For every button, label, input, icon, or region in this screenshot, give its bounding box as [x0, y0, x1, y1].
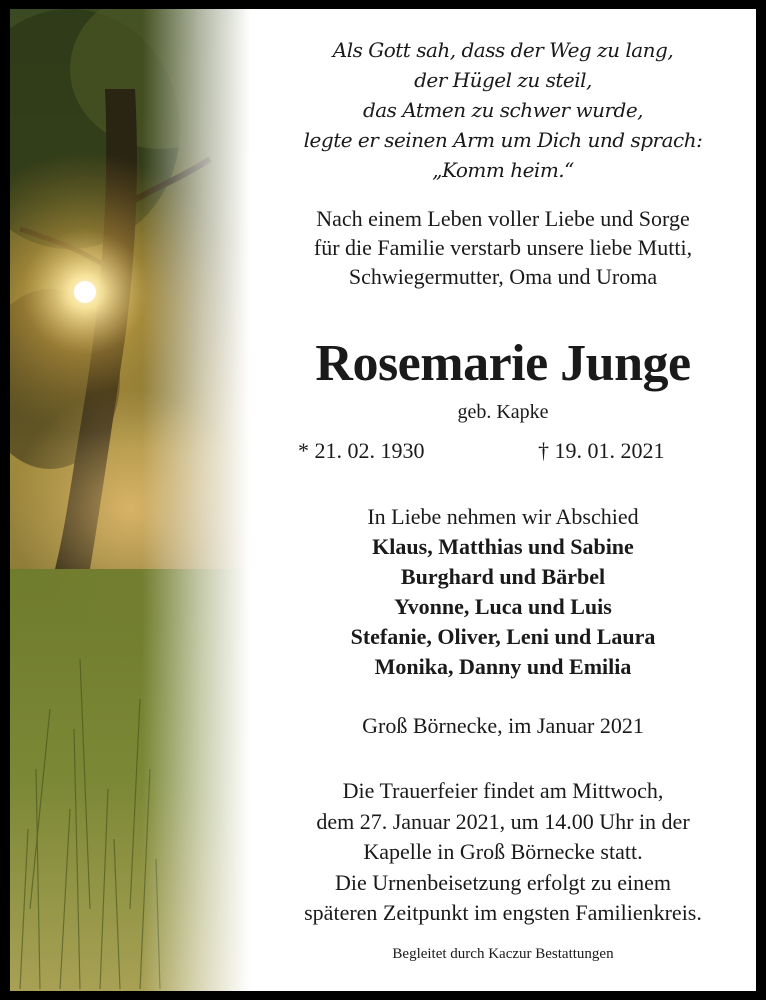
- poem-line: das Atmen zu schwer wurde,: [362, 98, 644, 122]
- deceased-name: Rosemarie Junge: [315, 335, 691, 392]
- intro-line: Schwiegermutter, Oma und Uroma: [348, 264, 658, 289]
- intro-text: [250, 204, 756, 291]
- poem-line: Als Gott sah, dass der Weg zu lang,: [332, 38, 674, 62]
- mourner-line: Stefanie, Oliver, Leni und Laura: [350, 624, 656, 649]
- undertaker-credit: Begleitet durch Kaczur Bestattungen: [392, 946, 614, 962]
- ceremony-line: späteren Zeitpunkt im engsten Familienkreis.: [304, 900, 702, 925]
- poem-line: legte er seinen Arm um Dich und sprach:: [303, 128, 703, 152]
- obituary-notice: [10, 9, 756, 991]
- poem-line: der Hügel zu steil,: [414, 68, 592, 92]
- maiden-name: geb. Kapke: [457, 401, 549, 423]
- mourner-line: Yvonne, Luca und Luis: [394, 594, 612, 619]
- poem: [250, 35, 756, 185]
- birth-date: * 21. 02. 1930: [298, 438, 425, 463]
- mourner-line: Monika, Danny und Emilia: [374, 654, 632, 679]
- mourners-list: [250, 532, 756, 682]
- mourners-intro: In Liebe nehmen wir Abschied: [367, 504, 639, 529]
- death-date: † 19. 01. 2021: [538, 438, 665, 463]
- ceremony-line: Die Trauerfeier findet am Mittwoch,: [342, 778, 664, 803]
- intro-line: Nach einem Leben voller Liebe und Sorge: [316, 206, 690, 231]
- notice-text: [250, 9, 756, 991]
- ceremony-line: dem 27. Januar 2021, um 14.00 Uhr in der: [316, 808, 690, 834]
- mourner-line: Klaus, Matthias und Sabine: [372, 534, 634, 559]
- poem-line: „Komm heim.“: [432, 158, 574, 182]
- mourner-line: Burghard und Bärbel: [400, 564, 606, 589]
- ceremony-info: [250, 776, 756, 929]
- ceremony-line: Kapelle in Groß Börnecke statt.: [363, 839, 643, 864]
- forest-sunlight-photo: [10, 9, 250, 991]
- ceremony-line: Die Urnenbeisetzung erfolgt zu einem: [335, 869, 671, 895]
- intro-line: für die Familie verstarb unsere liebe Mutti,: [313, 235, 693, 260]
- place-date: Groß Börnecke, im Januar 2021: [362, 713, 644, 738]
